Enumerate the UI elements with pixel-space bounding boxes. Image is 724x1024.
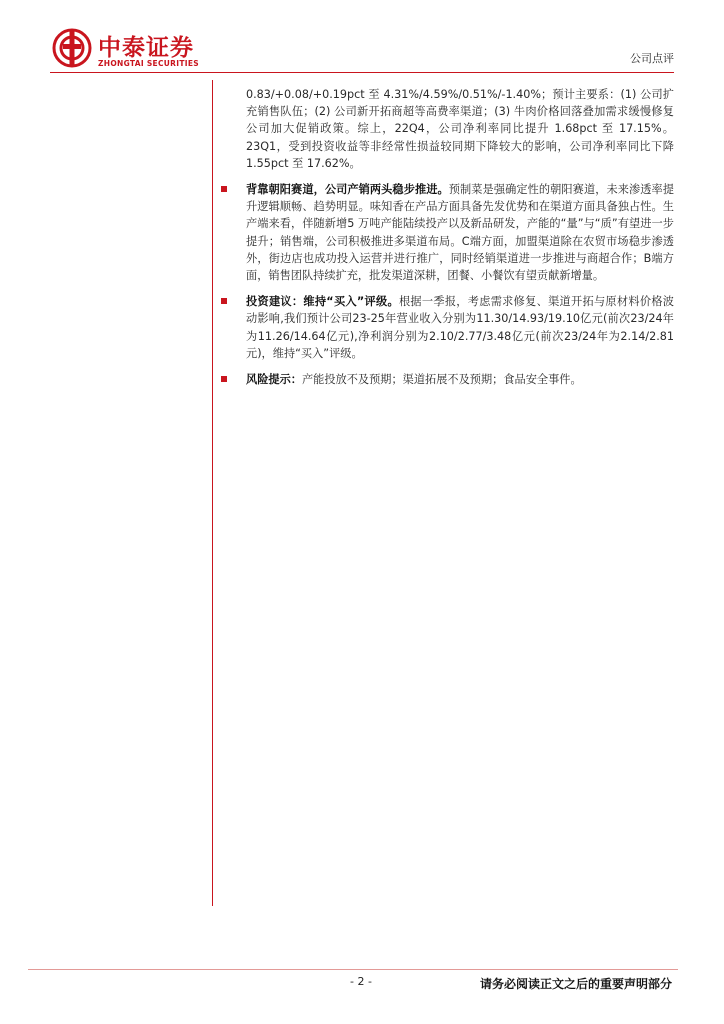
page-header (0, 0, 724, 80)
bullet-text: 根据一季报，考虑需求修复、渠道开拓与原材料价格波动影响,我们预计公司23-25年营业收入分别为11.30/14.93/19.10亿元(前次23/24年为11.26/14.64亿元),净利润分别为2.10/2.77/3.48亿元(前次23/24年为2.14/2.81元)，维持“买入”评级。 (246, 295, 674, 360)
bullet-title: 投资建议：维持“买入”评级。 (246, 295, 399, 309)
intro-paragraph: 0.83/+0.08/+0.19pct 至 4.31%/4.59%/0.51%/-1.40%；预计主要系：(1) 公司扩充销售队伍；(2) 公司新开拓商超等高费率渠道；(3) 牛肉价格回落叠加需求缓慢修复公司加大促销政策。综上，22Q4，公司净利率同比提升 1.68pct 至 17.15%。23Q1，受到投资收益等非经常性损益较同期下降较大的影响，公司净利率同比下降 1.55pct 至 17.62%。 (246, 88, 674, 170)
report-type-label: 公司点评 (630, 52, 674, 65)
zhongtai-logo-icon (52, 28, 92, 68)
bullet-text: 预制菜是强确定性的朝阳赛道，未来渗透率提升逻辑顺畅、趋势明显。味知香在产品方面具备先发优势和在渠道方面具备独占性。生产端来看，伴随新增5 万吨产能陆续投产以及新品研发，产能的“量”与“质”有望进一步提升；销售端，公司积极推进多渠道布局。C端方面，加盟渠道除在农贸市场稳步渗透外，街边店也成功投入运营并进行推广，同时经销渠道进一步推进与商超合作；B端方面，销售团队持续扩充，批发渠道深耕，团餐、小餐饮有望贡献新增量。 (246, 183, 674, 283)
report-body (246, 86, 674, 388)
bullet-investment-advice (246, 293, 674, 362)
page-number: - 2 - (350, 975, 372, 988)
bullet-title: 风险提示： (246, 373, 302, 387)
header-divider (50, 72, 674, 73)
footer-disclaimer: 请务必阅读正文之后的重要声明部分 (479, 977, 672, 991)
bullet-outlook (246, 181, 674, 284)
bullet-square-icon (221, 298, 227, 304)
bullet-square-icon (221, 376, 227, 382)
bullet-risk-warning (246, 371, 674, 388)
logo-chinese-name: 中泰证券 (98, 35, 194, 61)
footer-divider (28, 969, 678, 970)
bullet-text: 产能投放不及预期；渠道拓展不及预期；食品安全事件。 (301, 373, 582, 387)
left-margin-rule (212, 80, 213, 906)
company-logo (52, 28, 222, 72)
bullet-square-icon (221, 186, 227, 192)
bullet-title: 背靠朝阳赛道，公司产销两头稳步推进。 (246, 183, 449, 197)
logo-english-name: ZHONGTAI SECURITIES (98, 59, 199, 68)
